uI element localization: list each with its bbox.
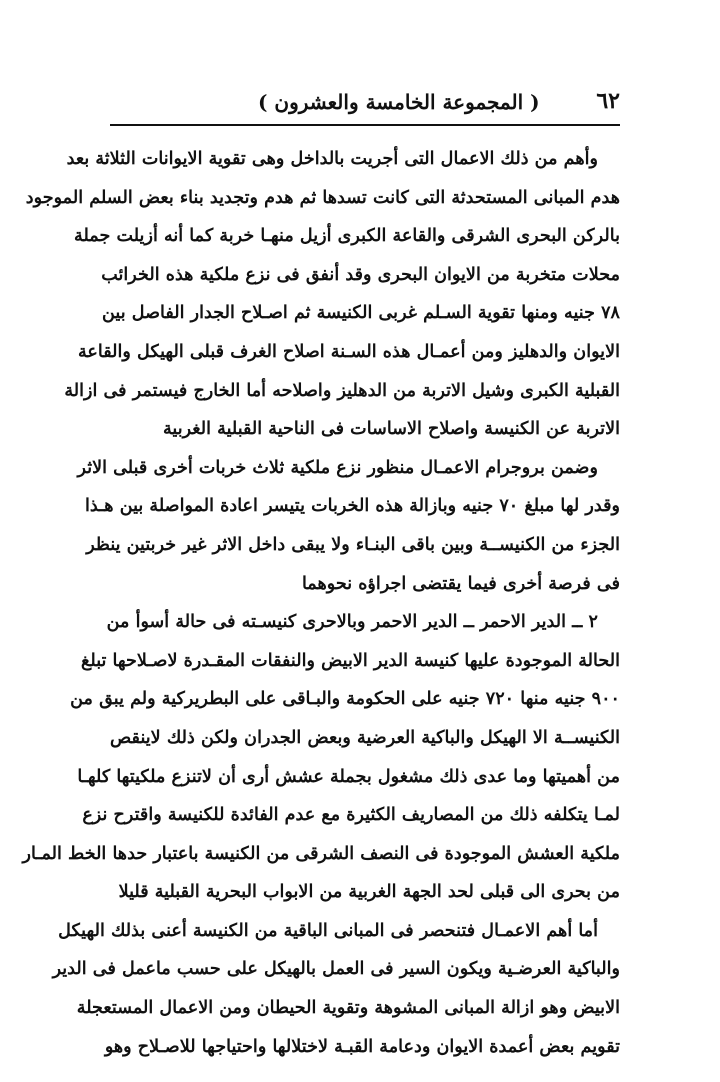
header-rule [110, 124, 620, 126]
text-line: الابيض وهو ازالة المبانى المشوهة وتقوية الحيطان ومن الاعمال المستعجلة [76, 997, 620, 1019]
text-line: لمـا يتكلفه ذلك من المصاريف الكثيرة مع عدم الفائدة للكنيسة واقترح نزع [82, 804, 620, 826]
text-line: محلات متخربة من الايوان البحرى وقد أنفق فى نزع ملكية هذه الخرائب [101, 263, 620, 285]
text-line: من أهميتها وما عدى ذلك مشغول بجملة عشش أرى أن لاتنزع ملكيتها كلهـا [77, 765, 620, 787]
text-line: الاتربة عن الكنيسة واصلاح الاساسات فى الناحية القبلية الغربية [162, 418, 620, 440]
text-line: الايوان والدهليز ومن أعمـال هذه السـنة اصلاح الغرف قبلى الهيكل والقاعة [77, 340, 620, 362]
text-line: وضمن بروجرام الاعمـال منظور نزع ملكية ثلاث خربات أخرى قبلى الاثر [77, 456, 598, 478]
text-line: هدم المبانى المستحدثة التى كانت تسدها ثم هدم وتجديد بناء بعض السلم الموجود [25, 186, 620, 208]
paragraph-1 [25, 140, 620, 449]
text-line: والباكية العرضـية ويكون السير فى العمل بالهيكل على حسب ماعمل فى الدير [52, 958, 620, 980]
text-line: ٩٠٠ جنيه منها ٧٢٠ جنيه على الحكومة والبـاقى على البطريركية ولم يبق من [70, 688, 620, 710]
page-number: ٦٢ [596, 88, 620, 114]
paragraph-4 [52, 912, 620, 1066]
text-line: تقويم بعض أعمدة الايوان ودعامة القبـة لاختلالها واحتياجها للاصـلاح وهو [104, 1035, 620, 1057]
text-line: بالركن البحرى الشرقى والقاعة الكبرى أزيل منهـا خربة كما أنه أزيلت جملة [74, 225, 620, 247]
text-line: الكنيســة الا الهيكل والباكية العرضية وبعض الجدران ولكن ذلك لاينقص [110, 726, 620, 748]
text-line: الحالة الموجودة عليها كنيسة الدير الابيض والنفقات المقـدرة لاصـلاحها تبلغ [81, 649, 620, 671]
text-line: وقدر لها مبلغ ٧٠ جنيه وبازالة هذه الخربات يتيسر اعادة المواصلة بين هـذا [85, 495, 620, 517]
text-line: أما أهم الاعمـال فتنحصر فى المبانى الباقية من الكنيسة أعنى بذلك الهيكل [58, 919, 598, 941]
body-text [22, 140, 620, 1066]
paragraph-3 [22, 603, 620, 912]
text-line: ٢ ــ الدير الاحمر ــ الدير الاحمر وبالاحرى كنيسـته فى حالة أسوأ من [106, 611, 598, 633]
text-line: الجزء من الكنيســة وبين باقى البنـاء ولا يبقى داخل الاثر غير خربتين ينظر [86, 533, 620, 555]
paragraph-2 [77, 449, 620, 603]
text-line: فى فرصة أخرى فيما يقتضى اجراؤه نحوهما [301, 572, 620, 594]
text-line: من بحرى الى قبلى لحد الجهة الغربية من الابواب البحرية القبلية قليلا [118, 881, 620, 903]
text-line: القبلية الكبرى وشيل الاتربة من الدهليز واصلاحه أما الخارج فيستمر فى ازالة [64, 379, 620, 401]
text-line: ملكية العشش الموجودة فى النصف الشرقى من الكنيسة باعتبار حدها الخط المـار [22, 842, 620, 864]
text-line: ٧٨ جنيه ومنها تقوية السـلم غربى الكنيسة ثم اصـلاح الجدار الفاصل بين [102, 302, 620, 324]
text-line: وأهم من ذلك الاعمال التى أجريت بالداخل وهى تقوية الايوانات الثلاثة بعد [66, 148, 598, 169]
running-header [110, 82, 620, 122]
running-title: ( المجموعة الخامسة والعشرون ) [258, 90, 540, 114]
